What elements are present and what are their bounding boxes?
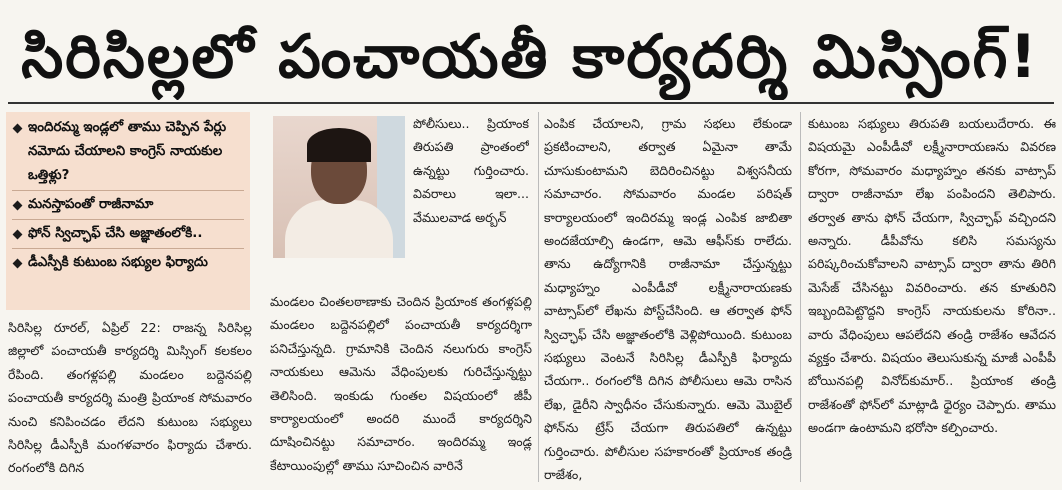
portrait-photo xyxy=(273,116,405,258)
highlight-text: మనస్తాపంతో రాజీనామా xyxy=(28,197,154,212)
headline: సిరిసిల్లలో పంచాయతీ కార్యదర్శి మిస్సింగ్! xyxy=(21,22,1039,92)
bullet-icon xyxy=(13,259,23,269)
headline-rule xyxy=(8,102,1054,104)
article-text: సిరిసిల్ల రూరల్, ఏప్రిల్ 22: రాజన్న సిరిసిల్ల జిల్లాలో పంచాయతీ కార్యదర్శి మిస్సింగ్ కలకలం రేపింది. తంగళ్లపల్లి మండలం బద్దెనపల్లి పంచాయతీ కార్యదర్శి మంత్రి ప్రియాంక సోమవారం నుంచి కనిపించడం లేదని కుటుంబ సభ్యులు సిరిసిల్ల డీఎస్పీకి మంగళవారం ఫిర్యాదు చేశారు. రంగంలోకి దిగిన xyxy=(8,320,252,476)
highlight-item xyxy=(12,116,244,188)
column-divider xyxy=(538,112,539,482)
bullet-icon xyxy=(13,201,23,211)
highlight-text: డీఎస్పీకి కుటుంబ సభ్యుల ఫిర్యాదు xyxy=(28,255,208,270)
article-text: ఎంపిక చేయాలని, గ్రామ సభలు లేకుండా ప్రకటించాలని, తర్వాత ఏమైనా తామే చూసుకుంటామని బెదిరించినట్టు విశ్వసనీయ సమాచారం. సోమవారం మండల పరిషత్ కార్యాలయంలో ఇందిరమ్మ ఇండ్ల ఎంపిక జాబితా అందజేయాల్సి ఉండగా, ఆమె ఆఫీస్‌కు రాలేదు. తాను ఉద్యోగానికి రాజీనామా చేస్తున్నట్టు మధ్యాహ్నం ఎంపీడీవో లక్ష్మీనారాయణకు వాట్సాప్‌లో లేఖను పోస్ట్‌చేసింది. ఆ తర్వాత ఫోన్ స్విచ్ఛాఫ్ చేసి అజ్ఞాతంలోకి వెళ్లిపోయింది. కుటుంబ సభ్యులు వెంటనే సిరిసిల్ల డీఎస్పీకి ఫిర్యాదు చేయగా.. రంగంలోకి దిగిన పోలీసులు ఆమె రాసిన లేఖ, డైరీని స్వాధీనం చేసుకున్నారు. ఆమె మొబైల్ ఫోన్‌ను ట్రేస్ చేయగా తిరుపతిలో ఉన్నట్టు గుర్తించారు. పోలీసుల సహకారంతో ప్రియాంక తండ్రి రాజేశం, xyxy=(544,116,792,483)
article-text: పోలీసులు.. ప్రియాంక తిరుపతి ప్రాంతంలో ఉన్నట్టు గుర్తించారు. వివరాలు ఇలా... వేములవాడ అర్బన్ xyxy=(413,116,529,225)
highlights-box xyxy=(6,112,250,310)
article-column-3 xyxy=(544,112,792,484)
article-text: మండలం చింతలఠాణాకు చెందిన ప్రియాంక తంగళ్లపల్లి మండలం బద్దెనపల్లిలో పంచాయతీ కార్యదర్శిగా పనిచేస్తున్నది. గ్రామానికి చెందిన నలుగురు కాంగ్రెస్ నాయకులు ఆమెను వేధింపులకు గురిచేస్తున్నట్టు తెలిసింది. ఇంకుడు గుంతల విషయంలో జీపీ కార్యాలయంలో అందరి ముందే కార్యదర్శిని దూషించినట్టు సమాచారం. ఇందిరమ్మ ఇండ్ల కేటాయింపుల్లో తాము సూచించిన వారినే xyxy=(270,294,532,473)
article-column-2 xyxy=(270,290,532,486)
highlight-item xyxy=(12,219,244,246)
highlight-text: ఫోన్ స్విచ్ఛాఫ్ చేసి అజ్ఞాతంలోకి.. xyxy=(28,226,203,241)
highlight-text: ఇందిరమ్మ ఇండ్లలో తాము చెప్పిన పేర్లు నమోదు చేయాలని కాంగ్రెస్ నాయకుల ఒత్తిళ్లు? xyxy=(28,120,227,183)
article-text: కుటుంబ సభ్యులు తిరుపతి బయలుదేరారు. ఈ విషయమై ఎంపీడీవో లక్ష్మీనారాయణను వివరణ కోరగా, సోమవారం మధ్యాహ్నం తనకు వాట్సాప్ ద్వారా రాజీనామా లేఖ పంపిందని తెలిపారు. తర్వాత తాను ఫోన్ చేయగా, స్విచ్ఛాఫ్ వచ్చిందని అన్నారు. డీపీవోను కలిసి సమస్యను పరిష్కరించుకోవాలని వాట్సాప్ ద్వారా తాను తిరిగి మెసేజ్ చేసినట్టు వివరించారు. తన కూతురిని ఇబ్బందిపెట్టొద్దని కాంగ్రెస్ నాయకులను కోరినా.. వారు వేధింపులు ఆపలేదని తండ్రి రాజేశం ఆవేదన వ్యక్తం చేశారు. విషయం తెలుసుకున్న మాజీ ఎంపీపీ బోయినపల్లి వినోద్‌కుమార్.. ప్రియాంక తండ్రి రాజేశంతో ఫోన్‌లో మాట్లాడి ధైర్యం చెప్పారు. తాము అండగా ఉంటామని భరోసా కల్పించారు. xyxy=(808,116,1056,436)
highlight-item xyxy=(12,248,244,275)
article-column-1 xyxy=(8,316,252,486)
bullet-icon xyxy=(13,124,23,134)
column-divider xyxy=(800,112,801,482)
highlight-item xyxy=(12,190,244,217)
article-column-4 xyxy=(808,112,1056,484)
bullet-icon xyxy=(13,230,23,240)
article-column-2-side xyxy=(413,112,529,290)
